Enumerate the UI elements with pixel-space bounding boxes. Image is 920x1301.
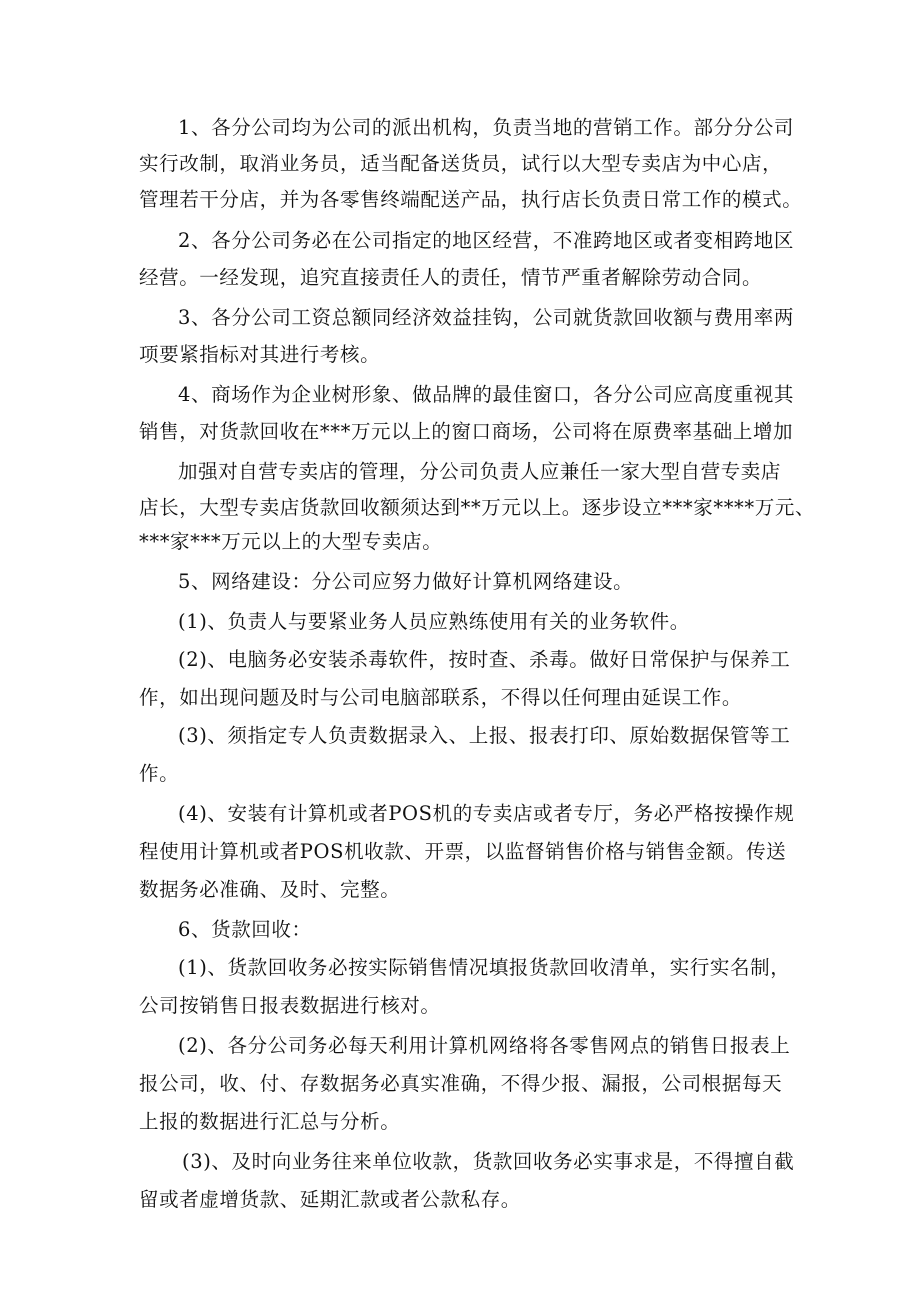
text-line: 项要紧指标对其进行考核。: [139, 343, 381, 366]
text-line: 1、各分公司均为公司的派出机构，负责当地的营销工作。部分分公司: [178, 116, 795, 139]
text-line: (2)、电脑务必安装杀毒软件，按时查、杀毒。做好日常保护与保养工: [178, 648, 791, 671]
text-line: 5、网络建设：分公司应努力做好计算机网络建设。: [178, 570, 634, 593]
text-line: (1)、负责人与要紧业务人员应熟练使用有关的业务软件。: [178, 610, 690, 633]
text-line: 经营。一经发现，追究直接责任人的责任，情节严重者解除劳动合同。: [139, 266, 763, 289]
text-line: 上报的数据进行汇总与分析。: [139, 1110, 401, 1133]
text-line: 4、商场作为企业树形象、做品牌的最佳窗口，各分公司应高度重视其: [178, 383, 795, 406]
text-line: (3)、须指定专人负责数据录入、上报、报表打印、原始数据保管等工: [178, 724, 791, 747]
text-line: ***家***万元以上的大型专卖店。: [139, 530, 443, 553]
text-line: 加强对自营专卖店的管理，分公司负责人应兼任一家大型自营专卖店: [178, 460, 782, 483]
text-line: 销售，对货款回收在***万元以上的窗口商场，公司将在原费率基础上增加: [139, 420, 794, 443]
text-line: 管理若干分店，并为各零售终端配送产品，执行店长负责日常工作的模式。: [139, 188, 803, 211]
text-line: (3)、及时向业务往来单位收款，货款回收务必实事求是，不得擅自截: [182, 1150, 795, 1173]
text-line: 作，如出现问题及时与公司电脑部联系，不得以任何理由延误工作。: [139, 686, 743, 709]
text-line: 程使用计算机或者POS机收款、开票，以监督销售价格与销售金额。传送: [139, 840, 787, 863]
text-line: 数据务必准确、及时、完整。: [139, 878, 401, 901]
text-line: 作。: [139, 762, 180, 785]
text-line: 留或者虚增货款、延期汇款或者公款私存。: [139, 1188, 521, 1211]
text-line: 店长，大型专卖店货款回收额须达到**万元以上。逐步设立***家****万元、: [139, 496, 816, 519]
text-line: 3、各分公司工资总额同经济效益挂钩，公司就货款回收额与费用率两: [178, 306, 795, 329]
text-line: 报公司，收、付、存数据务必真实准确，不得少报、漏报，公司根据每天: [139, 1072, 783, 1095]
text-line: 2、各分公司务必在公司指定的地区经营，不准跨地区或者变相跨地区: [178, 229, 795, 252]
text-line: 公司按销售日报表数据进行核对。: [139, 994, 441, 1017]
text-line: (2)、各分公司务必每天利用计算机网络将各零售网点的销售日报表上: [178, 1034, 791, 1057]
text-line: 6、货款回收：: [178, 918, 312, 941]
text-line: (1)、货款回收务必按实际销售情况填报货款回收清单，实行实名制，: [178, 956, 791, 979]
text-line: (4)、安装有计算机或者POS机的专卖店或者专厅，务必严格按操作规: [178, 802, 795, 825]
text-line: 实行改制，取消业务员，适当配备送货员，试行以大型专卖店为中心店，: [139, 152, 783, 175]
